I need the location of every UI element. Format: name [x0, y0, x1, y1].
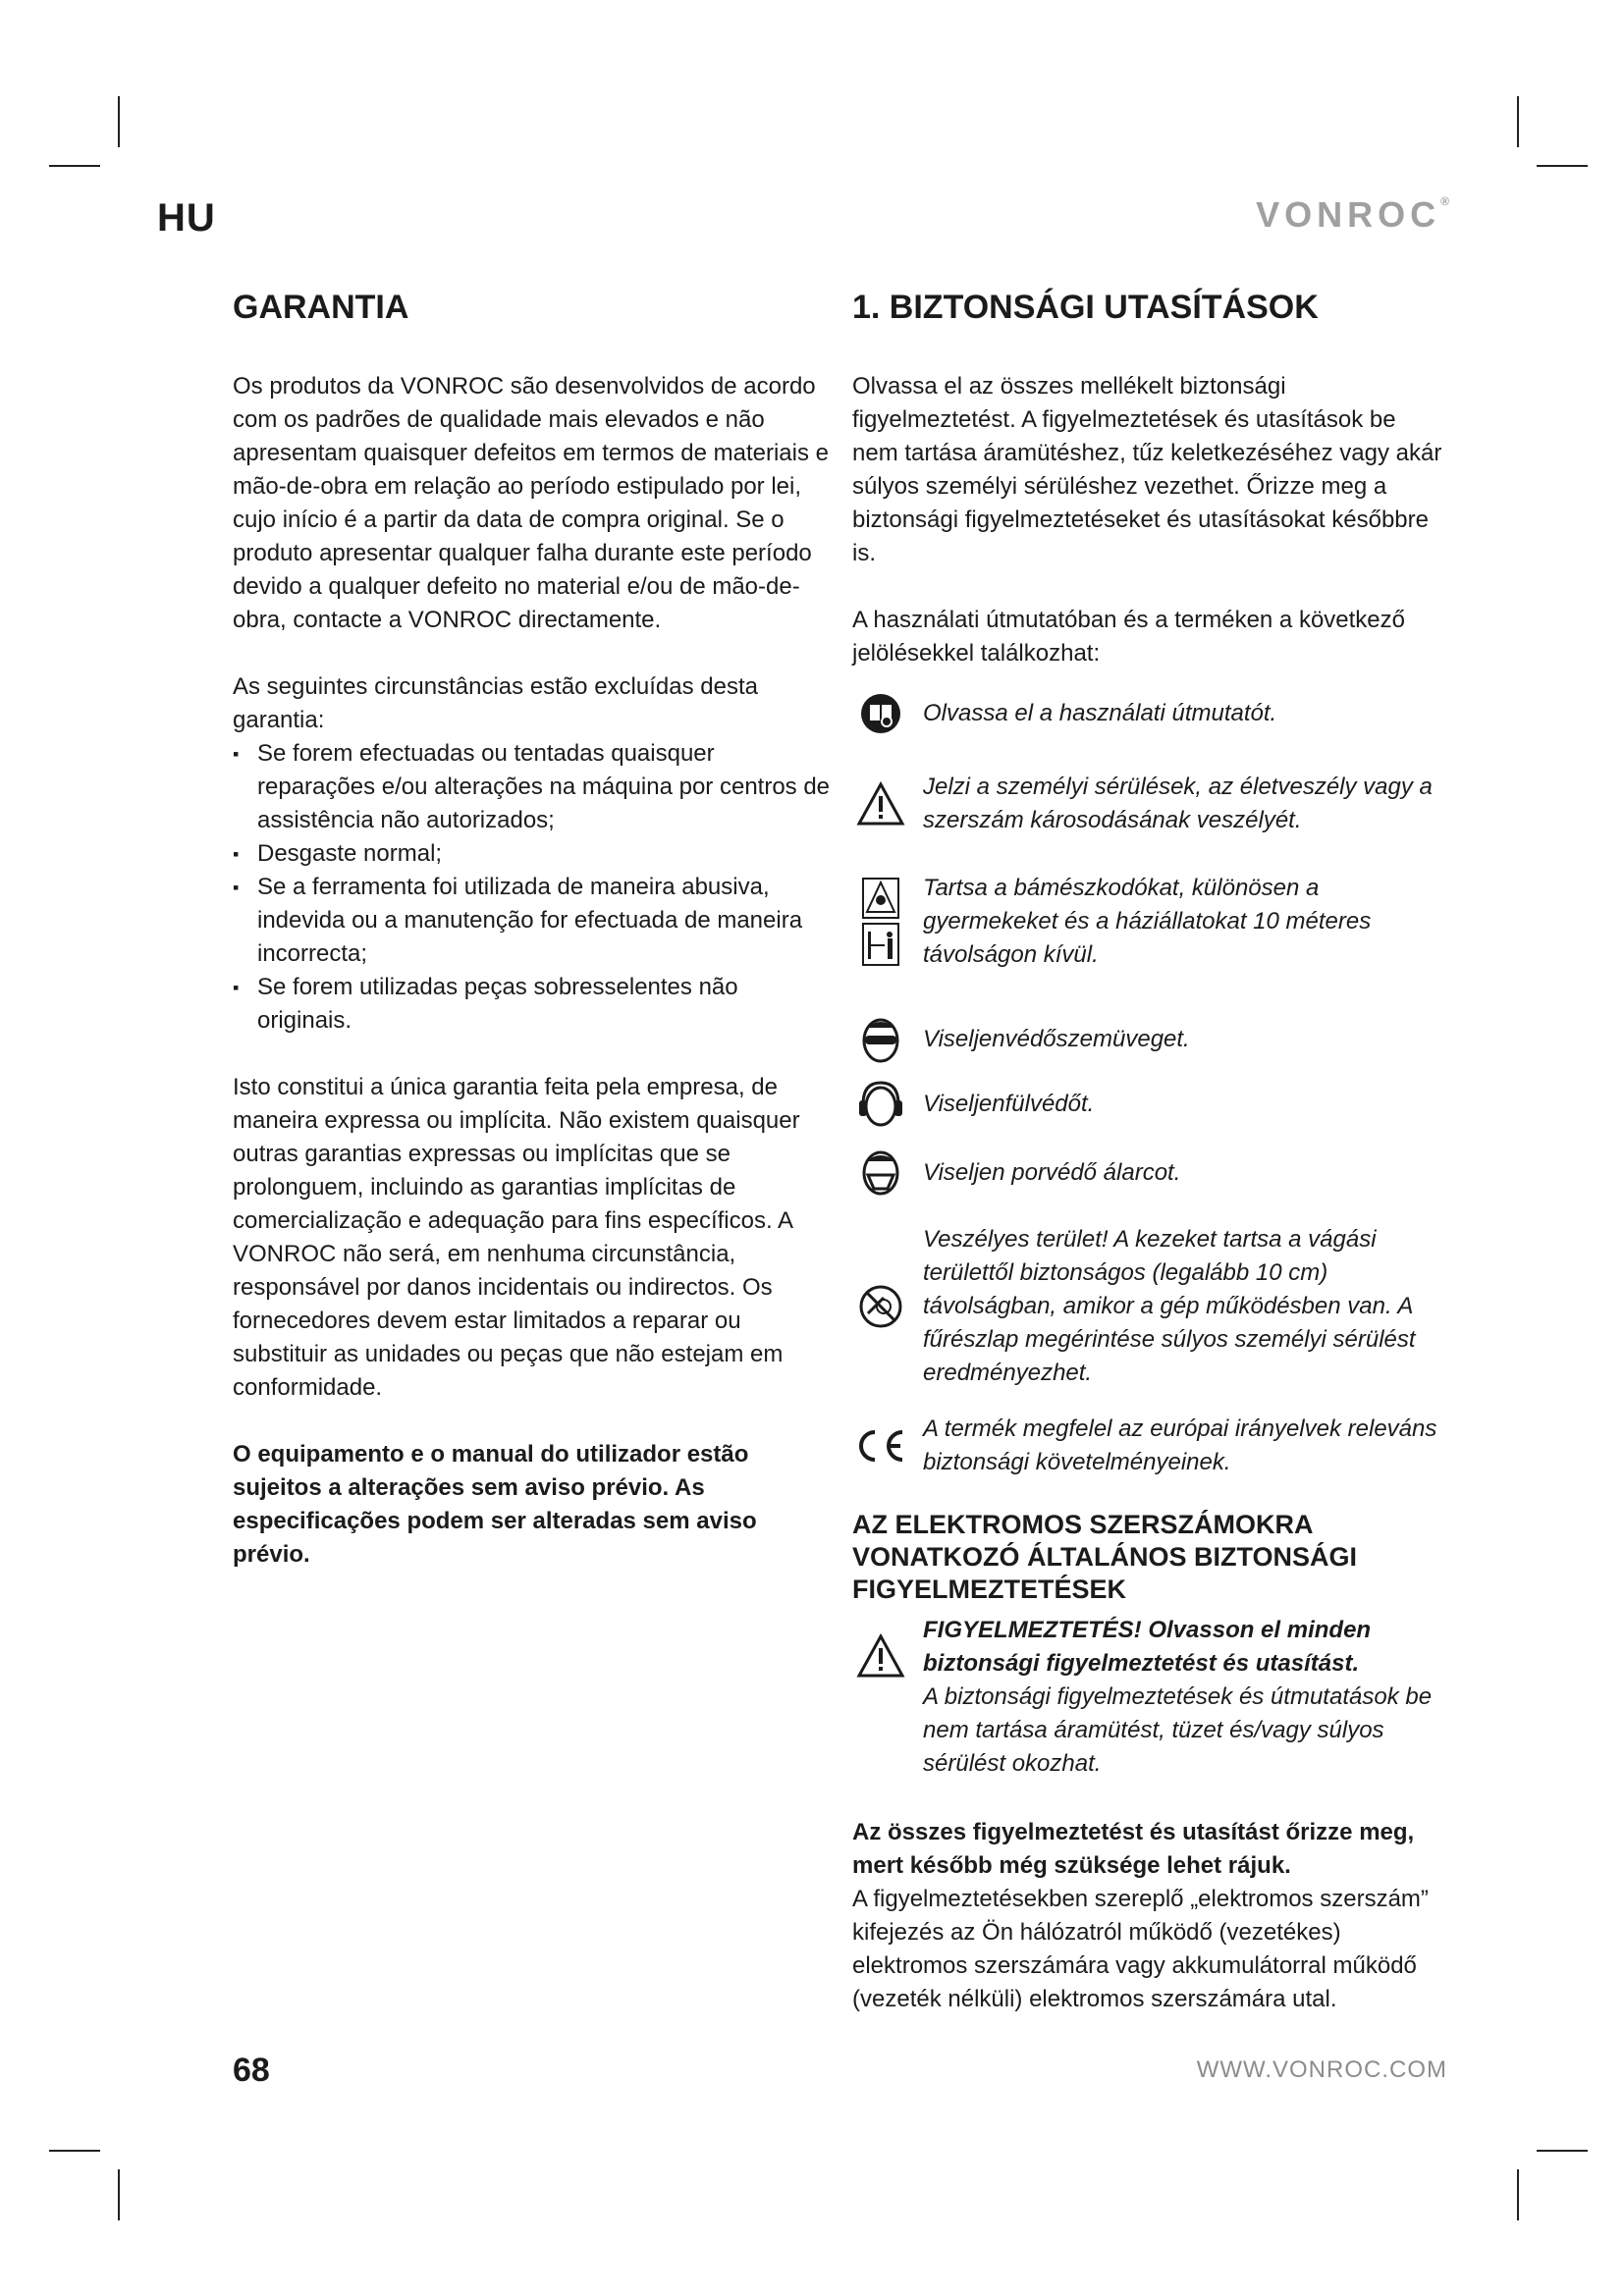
- symbol-row: [852, 1220, 1446, 1393]
- crop-mark: [118, 96, 120, 147]
- exclusions-list: [233, 737, 832, 1038]
- warning-heading: FIGYELMEZTETÉS! Olvasson el minden biztonsági figyelmeztetést és utasítást.: [923, 1617, 1372, 1677]
- symbol-row: [852, 871, 1446, 973]
- keep-distance-icon: [852, 877, 909, 967]
- list-item: ▪ Se forem efectuadas ou tentadas quaisquer reparações e/ou alterações na máquina por centros de assistência não autorizados;: [233, 737, 832, 837]
- symbol-text: Tartsa a bámészkodókat, különösen a gyermekeket és a háziállatokat 10 méteres távolságon kívül.: [923, 875, 1372, 968]
- warranty-paragraph: Os produtos da VONROC são desenvolvidos de acordo com os padrões de qualidade mais elevados e não apresentam quaisquer defeitos em termos de materiais e mão-de-obra em relação ao período estipulado por lei, cujo início é a partir da data de compra original. Se o produto apresentar qualquer falha durante este período devido a qualquer defeito no material e/ou de mão-de-obra, contacte a VONROC directamente.: [233, 373, 829, 633]
- warning-triangle-icon: [852, 1614, 909, 1781]
- crop-mark: [1517, 2169, 1519, 2220]
- website-url: WWW.VONROC.COM: [1196, 2056, 1447, 2083]
- ce-mark-icon: [852, 1426, 909, 1466]
- list-item: ▪ Se a ferramenta foi utilizada de maneira abusiva, indevida ou a manutenção for efectuada de maneira incorrecta;: [233, 871, 832, 971]
- symbol-row: [852, 1012, 1446, 1067]
- safety-title: 1. BIZTONSÁGI UTASÍTÁSOK: [852, 289, 1319, 326]
- crop-mark: [1517, 96, 1519, 147]
- warranty-title: GARANTIA: [233, 289, 409, 326]
- list-item: ▪ Desgaste normal;: [233, 837, 832, 871]
- warning-triangle-icon: [852, 781, 909, 827]
- brand-logo: VONROC®: [1256, 194, 1449, 235]
- safety-paragraph: Olvassa el az összes mellékelt biztonsági figyelmeztetést. A figyelmeztetések és utasítások be nem tartása áramütéshez, tűz keletkezéséhez vagy akár súlyos személyi sérüléshez vezethet. Őrizze meg a biztonsági figyelmeztetéseket és utasításokat későbbre is.: [852, 373, 1442, 566]
- safety-glasses-icon: [852, 1016, 909, 1063]
- change-notice: O equipamento e o manual do utilizador estão sujeitos a alterações sem aviso prévio. As especificações podem ser alteradas sem aviso prévio.: [233, 1441, 757, 1568]
- symbol-row: [852, 1146, 1446, 1201]
- read-manual-icon: [852, 692, 909, 735]
- symbol-row: [852, 757, 1446, 851]
- symbol-row: [852, 1411, 1446, 1481]
- symbol-text: Veszélyes terület! A kezeket tartsa a vágási területtől biztonságos (legalább 10 cm) távolságban, amikor a gép működésben van. A fűrészlap megérintése súlyos személyi sérülést eredményezhet.: [923, 1226, 1416, 1386]
- dust-mask-icon: [852, 1149, 909, 1197]
- symbol-text: A termék megfelel az európai irányelvek releváns biztonsági követelményeinek.: [923, 1415, 1437, 1475]
- hands-away-icon: [852, 1284, 909, 1329]
- crop-mark: [118, 2169, 120, 2220]
- keep-instructions-heading: Az összes figyelmeztetést és utasítást őrizze meg, mert később még szüksége lehet rájuk.: [852, 1819, 1415, 1879]
- crop-mark: [1537, 165, 1588, 167]
- warning-block: [852, 1614, 1446, 1781]
- language-code: HU: [157, 196, 216, 240]
- exclusions-intro: As seguintes circunstâncias estão excluídas desta garantia:: [233, 673, 758, 733]
- crop-mark: [49, 2150, 100, 2152]
- crop-mark: [49, 165, 100, 167]
- symbol-row: [852, 1077, 1446, 1132]
- keep-instructions-text: A figyelmeztetésekben szereplő „elektromos szerszám” kifejezés az Ön hálózatról működő (vezetékes) elektromos szerszámára vagy akkumulátorral működő (vezeték nélküli) elektromos szerszámára utal.: [852, 1886, 1429, 2012]
- symbol-text: Jelzi a személyi sérülések, az életveszély vagy a szerszám károsodásának veszélyét.: [923, 774, 1433, 833]
- symbol-text: Viseljenvédőszemüveget.: [923, 1026, 1190, 1052]
- ear-protection-icon: [852, 1081, 909, 1128]
- symbols-intro: A használati útmutatóban és a terméken a következő jelölésekkel találkozhat:: [852, 607, 1406, 667]
- warranty-column: [233, 280, 832, 1605]
- warranty-paragraph: Isto constitui a única garantia feita pela empresa, de maneira expressa ou implícita. Não existem quaisquer outras garantias expressas ou implícitas que se prolonguem, incluindo as garantias implícitas de comercialização e adequação para fins específicos. A VONROC não será, em nenhuma circunstância, responsável por danos incidentais ou indirectos. Os fornecedores devem estar limitados a reparar ou substituir as unidades ou peças que não estejam em conformidade.: [233, 1074, 800, 1401]
- page-number: 68: [233, 2052, 270, 2089]
- section-subtitle: AZ ELEKTROMOS SZERSZÁMOKRA VONATKOZÓ ÁLTALÁNOS BIZTONSÁGI FIGYELMEZTETÉSEK: [852, 1510, 1357, 1604]
- symbol-row: [852, 684, 1446, 743]
- safety-column: [852, 280, 1446, 2016]
- symbol-text: Viseljenfülvédőt.: [923, 1091, 1095, 1117]
- crop-mark: [1537, 2150, 1588, 2152]
- list-item: ▪ Se forem utilizadas peças sobresselentes não originais.: [233, 971, 832, 1038]
- symbol-text: Viseljen porvédő álarcot.: [923, 1159, 1181, 1186]
- symbol-text: Olvassa el a használati útmutatót.: [923, 700, 1277, 726]
- warning-text: A biztonsági figyelmeztetések és útmutatások be nem tartása áramütést, tüzet és/vagy súlyos sérülést okozhat.: [923, 1683, 1433, 1777]
